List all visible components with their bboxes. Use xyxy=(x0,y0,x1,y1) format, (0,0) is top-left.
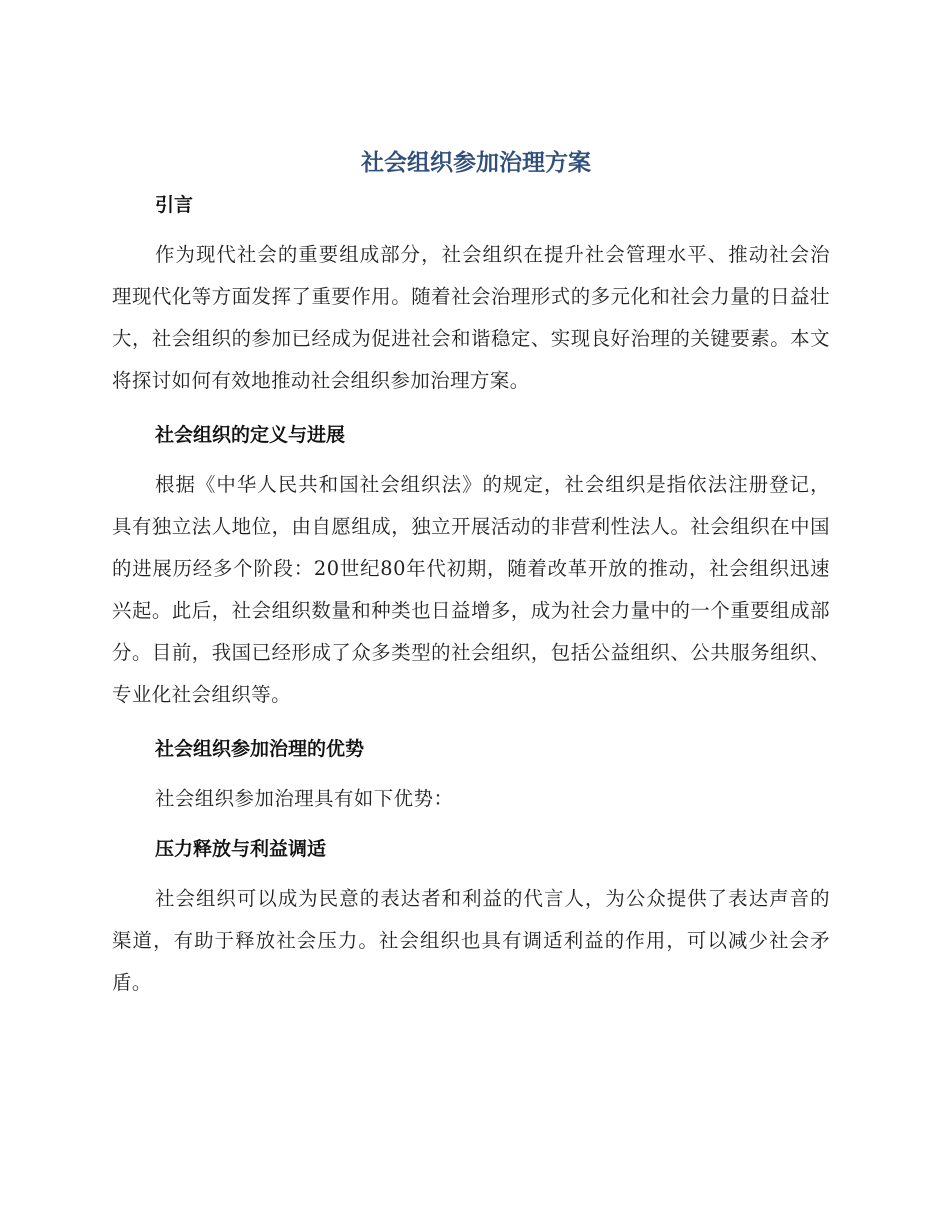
section-heading-advantages: 社会组织参加治理的优势 xyxy=(155,738,365,760)
section-paragraph-pressure-release: 社会组织可以成为民意的表达者和利益的代言人，为公众提供了表达声音的渠道，有助于释放社会压力。社会组织也具有调适利益的作用，可以减少社会矛盾。 xyxy=(112,887,830,994)
section-heading-introduction: 引言 xyxy=(155,194,194,216)
document-title: 社会组织参加治理方案 xyxy=(361,150,591,176)
section-paragraph-advantages: 社会组织参加治理具有如下优势： xyxy=(155,787,454,810)
section-heading-definition: 社会组织的定义与进展 xyxy=(155,424,346,446)
document-body xyxy=(112,142,830,1004)
section-heading-pressure-release: 压力释放与利益调适 xyxy=(155,838,327,860)
section-paragraph-introduction: 作为现代社会的重要组成部分，社会组织在提升社会管理水平、推动社会治理现代化等方面发挥了重要作用。随着社会治理形式的多元化和社会力量的日益壮大，社会组织的参加已经成为促进社会和谐稳定、实现良好治理的关键要素。本文将探讨如何有效地推动社会组织参加治理方案。 xyxy=(112,243,830,392)
section-paragraph-definition: 根据《中华人民共和国社会组织法》的规定，社会组织是指依法注册登记，具有独立法人地位，由自愿组成，独立开展活动的非营利性法人。社会组织在中国的进展历经多个阶段：20世纪80年代初期，随着改革开放的推动，社会组织迅速兴起。此后，社会组织数量和种类也日益增多，成为社会力量中的一个重要组成部分。目前，我国已经形成了众多类型的社会组织，包括公益组织、公共服务组织、专业化社会组织等。 xyxy=(112,473,830,706)
